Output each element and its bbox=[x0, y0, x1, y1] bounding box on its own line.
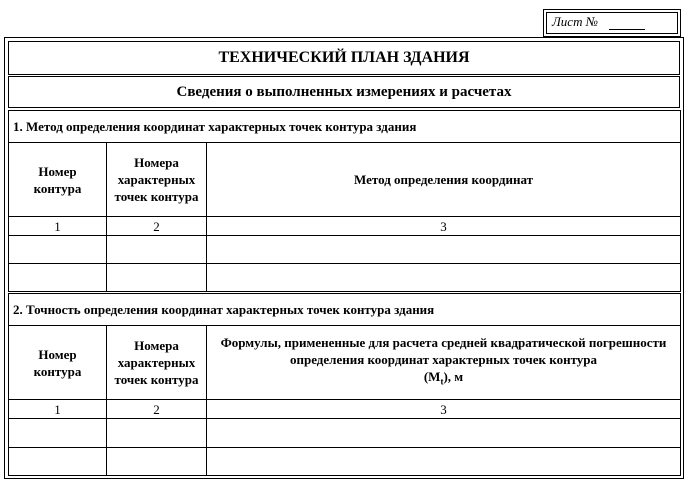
table-cell[interactable] bbox=[9, 264, 107, 292]
table-cell[interactable] bbox=[107, 264, 207, 292]
page-title: ТЕХНИЧЕСКИЙ ПЛАН ЗДАНИЯ bbox=[8, 41, 680, 75]
section-caption: 1. Метод определения координат характерных точек контура здания bbox=[9, 111, 681, 143]
formulas-header-subscript: t bbox=[440, 376, 444, 387]
column-number: 2 bbox=[107, 217, 207, 236]
column-header-contour-number: Номер контура bbox=[9, 143, 107, 217]
coordinate-accuracy-table bbox=[8, 293, 681, 476]
table-cell[interactable] bbox=[9, 419, 107, 448]
page-subtitle: Сведения о выполненных измерениях и расчетах bbox=[8, 76, 680, 108]
column-header-method: Метод определения координат bbox=[207, 143, 681, 217]
column-header-contour-number: Номер контура bbox=[9, 326, 107, 400]
column-header-point-numbers: Номера характерных точек контура bbox=[107, 143, 207, 217]
table-cell[interactable] bbox=[107, 236, 207, 264]
coordinate-method-table bbox=[8, 110, 681, 292]
column-number: 2 bbox=[107, 400, 207, 419]
table-cell[interactable] bbox=[9, 448, 107, 476]
table-cell[interactable] bbox=[207, 419, 681, 448]
formulas-header-unit: ), м bbox=[443, 369, 464, 385]
column-header-point-numbers: Номера характерных точек контура bbox=[107, 326, 207, 400]
section-caption: 2. Точность определения координат характерных точек контура здания bbox=[9, 294, 681, 326]
table-cell[interactable] bbox=[207, 236, 681, 264]
table-cell[interactable] bbox=[207, 264, 681, 292]
column-number: 1 bbox=[9, 400, 107, 419]
table-cell[interactable] bbox=[107, 419, 207, 448]
table-cell[interactable] bbox=[9, 236, 107, 264]
column-number: 1 bbox=[9, 217, 107, 236]
sheet-number-box bbox=[543, 9, 681, 37]
column-number: 3 bbox=[207, 400, 681, 419]
table-cell[interactable] bbox=[107, 448, 207, 476]
formulas-header-symbol: (M bbox=[423, 369, 441, 385]
column-number: 3 bbox=[207, 217, 681, 236]
table-cell[interactable] bbox=[207, 448, 681, 476]
formulas-header-text: Формулы, примененные для расчета средней квадратической погрешности определения координат характерных точек контура bbox=[220, 335, 667, 368]
sheet-number-label: Лист № bbox=[552, 14, 598, 29]
column-header-formulas bbox=[207, 326, 681, 400]
sheet-number-blank[interactable] bbox=[609, 29, 645, 30]
